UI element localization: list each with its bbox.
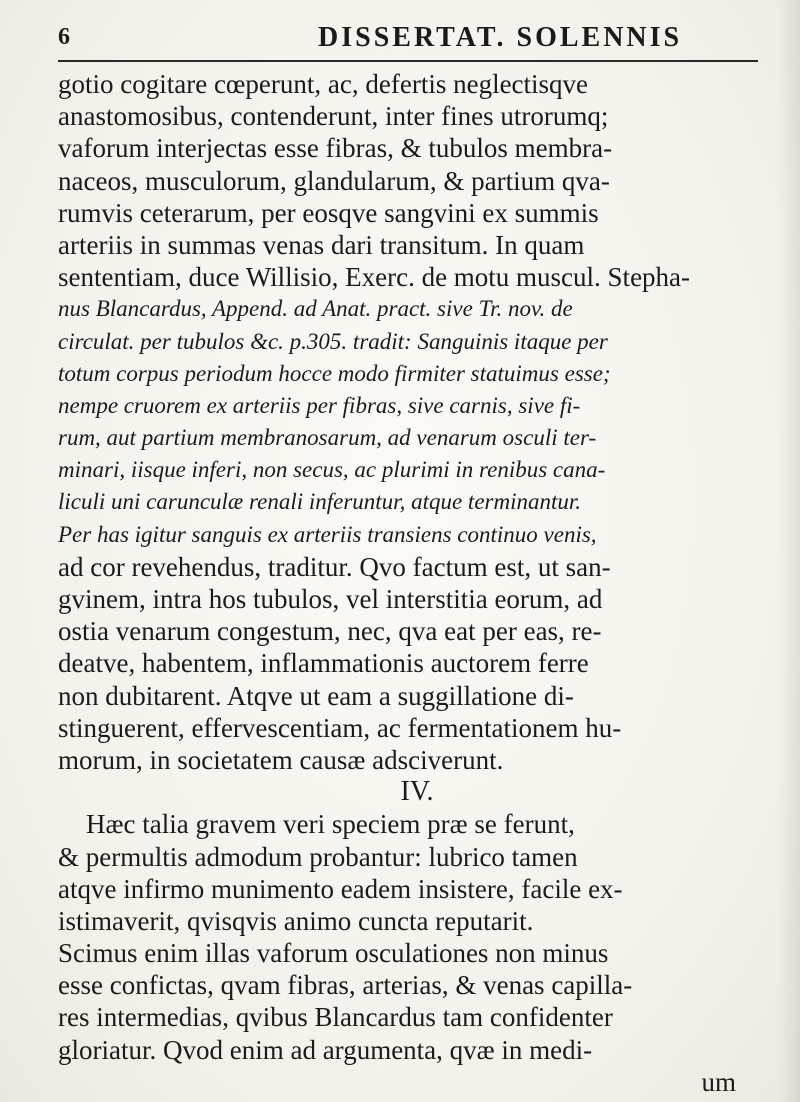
text-line: arteriis in summas venas dari transitum. In quam: [58, 229, 585, 260]
text-line: gloriatur. Qvod enim ad argumenta, qvæ in medi-: [58, 1034, 593, 1065]
text-line: istimaverit, qvisqvis animo cuncta reputarit.: [58, 905, 534, 936]
text-line: gotio cogitare cœperunt, ac, defertis neglectisqve: [58, 69, 589, 99]
catchword: um: [701, 1066, 736, 1097]
text-line: minari, iisque inferi, non secus, ac plurimi in renibus cana-: [58, 457, 606, 483]
text-line: rum, aut partium membranosarum, ad venarum osculi ter-: [58, 425, 597, 451]
text-line: ostia venarum congestum, nec, qva eat per eas, re-: [58, 616, 602, 647]
text-line: nempe cruorem ex arteriis per fibras, sive carnis, sive fi-: [58, 392, 581, 418]
text-line: circulat. per tubulos &c. p.305. tradit: Sanguinis itaque per: [58, 328, 608, 354]
text-line: Scimus enim illas vaforum osculationes non minus: [58, 938, 609, 969]
text-line: anastomosibus, contenderunt, inter fines utrorumq;: [58, 101, 609, 132]
text-line: nus Blancardus, Append. ad Anat. pract. sive Tr. nov. de: [58, 296, 573, 322]
text-line: Hæc talia gravem veri speciem præ se ferunt,: [86, 809, 575, 840]
text-line: vaforum interjectas esse fibras, & tubulos membra-: [58, 133, 613, 164]
text-line: morum, in societatem causæ adsciverunt.: [58, 744, 504, 775]
text-line: totum corpus periodum hocce modo firmiter statuimus esse;: [58, 360, 611, 386]
header-rule: [58, 60, 758, 62]
text-line: & permultis admodum probantur: lubrico tamen: [58, 841, 578, 872]
running-head: [58, 16, 758, 60]
header-title: DISSERTAT. SOLENNIS: [318, 22, 683, 53]
text-line: naceos, musculorum, glandularum, & partium qva-: [58, 165, 610, 196]
text-line: sententiam, duce Willisio, Exerc. de motu muscul. Stepha-: [58, 262, 691, 293]
page-edge-shadow: [778, 0, 800, 1102]
page-number: 6: [58, 24, 70, 50]
text-line: res intermedias, qvibus Blancardus tam confidenter: [58, 1002, 613, 1033]
text-line: stinguerent, effervescentiam, ac fermentationem hu-: [58, 712, 622, 743]
text-line: non dubitarent. Atqve ut eam a suggillatione di-: [58, 680, 574, 711]
text-line: gvinem, intra hos tubulos, vel interstitia eorum, ad: [58, 584, 603, 614]
text-line: liculi uni carunculæ renali inferuntur, atque terminantur.: [58, 489, 582, 515]
section-number: IV.: [400, 776, 434, 808]
text-line: ad cor revehendus, traditur. Qvo factum est, ut san-: [58, 551, 611, 582]
text-line: deatve, habentem, inflammationis auctorem ferre: [58, 648, 589, 679]
text-line: rumvis ceterarum, per eosqve sangvini ex summis: [58, 197, 599, 228]
text-line: esse confictas, qvam fibras, arterias, & venas capilla-: [58, 970, 633, 1001]
body-text: [58, 68, 756, 1098]
text-line: Per has igitur sanguis ex arteriis transiens continuo venis,: [58, 521, 597, 547]
text-line: atqve infirmo munimento eadem insistere, facile ex-: [58, 873, 623, 904]
